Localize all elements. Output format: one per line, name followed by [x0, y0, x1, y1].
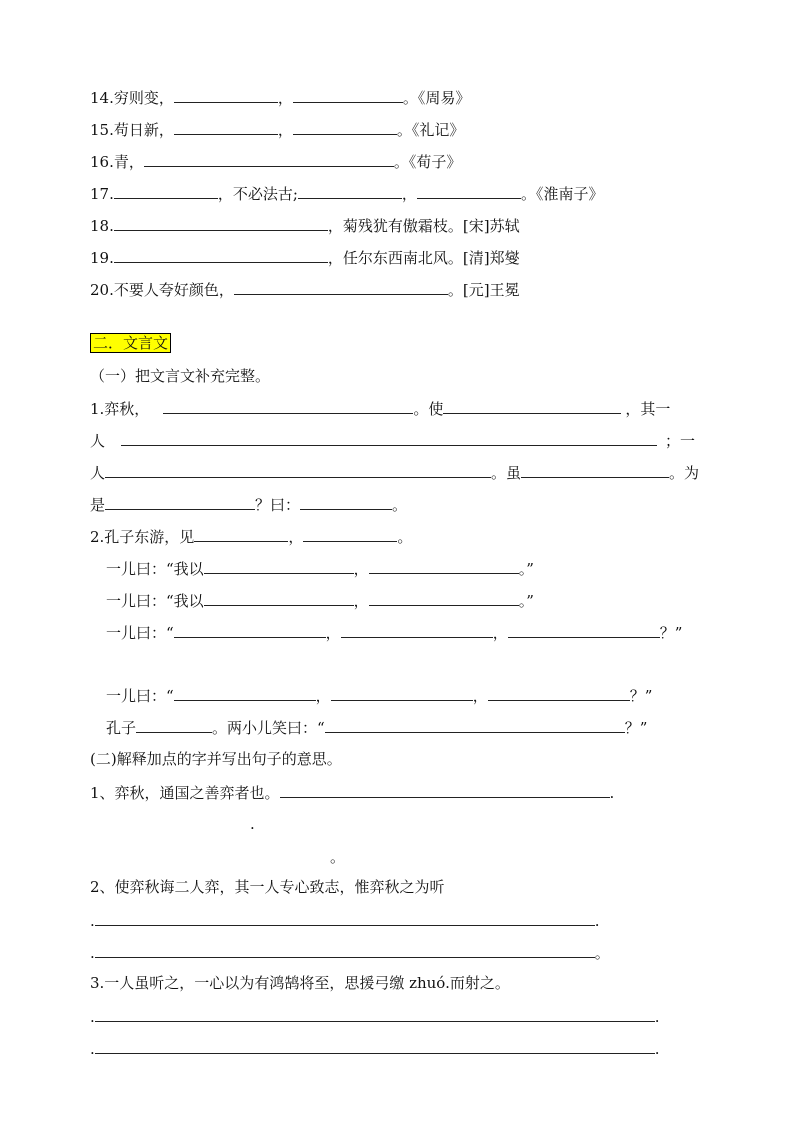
blank-dot: 。	[330, 848, 346, 866]
passage-text: 一儿曰：“我以	[106, 592, 204, 610]
question-text: .	[90, 1008, 95, 1026]
item-17	[90, 182, 603, 206]
item-19	[90, 246, 520, 270]
item-text: 苟日新，	[113, 121, 174, 139]
passage-text: 。为	[669, 464, 700, 482]
item-text: ，	[401, 185, 417, 203]
passage-text: ？曰：	[255, 496, 301, 514]
passage-1-line-3	[90, 461, 699, 485]
answer-blank[interactable]	[417, 182, 521, 199]
answer-blank[interactable]	[488, 684, 630, 701]
item-text: ，不必法古;	[217, 185, 298, 203]
answer-blank[interactable]	[298, 182, 402, 199]
passage-text: 孔子	[106, 719, 137, 737]
answer-blank[interactable]	[105, 493, 255, 510]
question-1	[90, 781, 614, 805]
passage-text: ，	[288, 528, 304, 546]
item-text: 穷则变，	[113, 89, 174, 107]
answer-blank[interactable]	[174, 621, 326, 638]
instruction-1: （一）把文言文补充完整。	[90, 367, 271, 385]
answer-blank[interactable]	[174, 684, 316, 701]
passage-text: ，其一	[625, 400, 671, 418]
question-2-answer-1	[90, 909, 600, 933]
item-number: 15.	[90, 121, 114, 139]
answer-blank[interactable]	[521, 461, 669, 478]
passage-text: 一儿曰：“	[106, 624, 174, 642]
passage-text: 。两小儿笑曰：“	[212, 719, 325, 737]
question-text: 1、弈秋，通国之善弈者也。	[90, 784, 280, 802]
passage-text: 。虽	[491, 464, 522, 482]
answer-blank[interactable]	[369, 589, 519, 606]
passage-text: ，	[315, 687, 331, 705]
answer-blank[interactable]	[95, 1005, 655, 1022]
answer-blank[interactable]	[136, 716, 212, 733]
passage-text: ？”	[659, 624, 683, 642]
passage-text: 人	[90, 432, 106, 450]
question-text: .	[594, 912, 600, 930]
item-text: ，	[277, 121, 293, 139]
item-source: 。《周易》	[402, 89, 471, 107]
passage-text: ，	[353, 592, 369, 610]
passage-text: 。使	[413, 400, 444, 418]
item-number: 14.	[90, 89, 114, 107]
answer-blank[interactable]	[280, 781, 610, 798]
answer-blank[interactable]	[443, 397, 621, 414]
passage-text: ，	[472, 687, 488, 705]
passage-text: ；一	[665, 432, 696, 450]
dialogue-2	[106, 589, 534, 613]
answer-blank[interactable]	[121, 429, 657, 446]
question-3: 3.一人虽听之，一心以为有鸿鹄将至，思援弓缴 zhuó.而射之。	[90, 974, 510, 992]
answer-blank[interactable]	[95, 1037, 655, 1054]
answer-blank[interactable]	[114, 246, 328, 263]
passage-text: ，	[492, 624, 508, 642]
answer-blank[interactable]	[369, 557, 519, 574]
answer-blank[interactable]	[174, 118, 278, 135]
item-source: 。《淮南子》	[520, 185, 604, 203]
passage-2-line-1	[90, 525, 412, 549]
passage-1-line-2	[90, 429, 695, 453]
dialogue-5	[106, 716, 647, 740]
question-text: .	[90, 1040, 95, 1058]
passage-text: ？”	[629, 687, 653, 705]
item-16	[90, 150, 461, 174]
passage-1-line-1	[90, 397, 670, 421]
answer-blank[interactable]	[508, 621, 660, 638]
item-18	[90, 214, 520, 238]
passage-text: ，	[325, 624, 341, 642]
instruction-2: (二)解释加点的字并写出句子的意思。	[90, 750, 342, 768]
question-text: .	[654, 1040, 660, 1058]
answer-blank[interactable]	[144, 150, 394, 167]
answer-blank[interactable]	[303, 525, 397, 542]
answer-blank[interactable]	[325, 716, 625, 733]
section-heading-text: 二．文言文	[90, 333, 171, 353]
question-text: .	[654, 1008, 660, 1026]
answer-blank[interactable]	[331, 684, 473, 701]
dialogue-3	[106, 621, 682, 645]
dialogue-1	[106, 557, 534, 581]
item-text: ，菊残犹有傲霜枝。[宋]苏轼	[327, 217, 520, 235]
passage-text: 。”	[518, 560, 534, 578]
answer-blank[interactable]	[204, 557, 354, 574]
question-text: .	[90, 944, 95, 962]
answer-blank[interactable]	[95, 941, 595, 958]
item-20	[90, 278, 520, 302]
answer-blank[interactable]	[341, 621, 493, 638]
question-text: .	[609, 784, 615, 802]
item-text: ，	[277, 89, 293, 107]
question-3-answer-2	[90, 1037, 660, 1061]
item-number: 18.	[90, 217, 114, 235]
answer-blank[interactable]	[300, 493, 392, 510]
item-14	[90, 86, 470, 110]
item-source: 。《礼记》	[396, 121, 465, 139]
passage-text: ，	[353, 560, 369, 578]
passage-text: 。	[397, 528, 413, 546]
question-text: .	[90, 912, 95, 930]
passage-text: 1.弈秋，	[90, 400, 150, 418]
question-2-answer-2	[90, 941, 610, 965]
passage-text: ？”	[624, 719, 648, 737]
answer-blank[interactable]	[234, 278, 448, 295]
item-text: ，任尔东西南北风。[清]郑燮	[327, 249, 520, 267]
passage-text: 一儿曰：“我以	[106, 560, 204, 578]
answer-blank[interactable]	[163, 397, 413, 414]
answer-blank[interactable]	[114, 214, 328, 231]
question-text: 。	[594, 944, 610, 962]
item-source: 。[元]王冕	[447, 281, 520, 299]
item-text: 青，	[113, 153, 144, 171]
answer-blank[interactable]	[105, 461, 491, 478]
answer-blank[interactable]	[194, 525, 288, 542]
section-heading	[90, 332, 171, 356]
item-15	[90, 118, 464, 142]
answer-blank[interactable]	[114, 182, 218, 199]
answer-blank[interactable]	[204, 589, 354, 606]
item-number: 19.	[90, 249, 114, 267]
dialogue-4	[106, 684, 652, 708]
answer-blank[interactable]	[293, 118, 397, 135]
item-text: 不要人夸好颜色，	[113, 281, 234, 299]
item-number: 20.	[90, 281, 114, 299]
passage-1-line-4	[90, 493, 407, 517]
item-source: 。《荀子》	[393, 153, 462, 171]
passage-text: 2.孔子东游，见	[90, 528, 195, 546]
answer-blank[interactable]	[293, 86, 403, 103]
passage-text: 一儿曰：“	[106, 687, 174, 705]
item-number: 16.	[90, 153, 114, 171]
blank-dot: .	[250, 815, 255, 833]
passage-text: 人	[90, 464, 106, 482]
passage-text: 。”	[518, 592, 534, 610]
question-3-answer-1	[90, 1005, 660, 1029]
item-number: 17.	[90, 185, 114, 203]
question-2: 2、使弈秋诲二人弈，其一人专心致志，惟弈秋之为听	[90, 878, 445, 896]
passage-text: 是	[90, 496, 106, 514]
answer-blank[interactable]	[174, 86, 278, 103]
answer-blank[interactable]	[95, 909, 595, 926]
passage-text: 。	[392, 496, 408, 514]
